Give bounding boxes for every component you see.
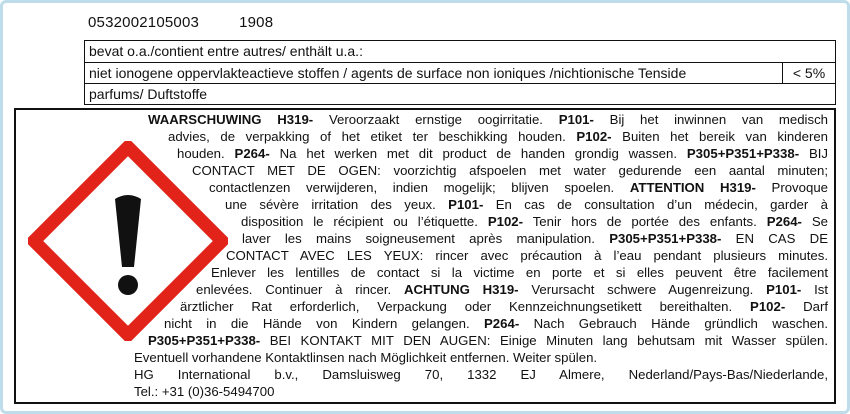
warning-line: contactlenzen verwijderen, indien mogelijk; blijven spoelen. ATTENTION H319- Provoque xyxy=(209,180,828,195)
warning-line: une sévère irritation des yeux. P101- En cas de consultation d’un médecin, garder à xyxy=(225,197,828,212)
warning-line: P305+P351+P338- BEI KONTAKT MIT DEN AUGEN: Einige Minuten lang behutsam mit Wasser spülen. xyxy=(148,333,828,348)
warning-line: ärztlicher Rat erforderlich, Verpackung oder Kennzeichnungsetikett bereithalten. P102- Darf xyxy=(180,299,828,314)
article-code: 0532002105003 xyxy=(88,14,200,31)
warning-line: enlevées. Continuer à rincer. ACHTUNG H319- Verursacht schwere Augenreizung. P101- Ist xyxy=(196,282,828,297)
manufacturer-phone: Tel.: +31 (0)36-5494700 xyxy=(134,384,275,399)
ingredients-heading: bevat o.a./contient entre autres/ enthält u.a.: xyxy=(89,43,363,59)
warning-line: Eventuell vorhandene Kontaktlinsen nach Möglichkeit entfernen. Weiter spülen. xyxy=(134,350,598,365)
warning-line: laver les mains soigneusement après manipulation. P305+P351+P338- EN CAS DE xyxy=(242,231,828,246)
warning-line: disposition le récipient ou l’étiquette. P102- Tenir hors de portée des enfants. P264- Se xyxy=(241,214,828,229)
surfactants-text: niet ionogene oppervlakteactieve stoffen / agents de surface non ioniques /nichtionische Tenside xyxy=(89,65,687,81)
ingredients-perfume: parfums/ Duftstoffe xyxy=(85,83,835,104)
warning-line: CONTACT MET DE OGEN: voorzichtig afspoelen met water gedurende een aantal minuten; xyxy=(192,163,828,178)
warning-line: Enlever les lentilles de contact si la victime en porte et si elles peuvent être facilement xyxy=(211,265,828,280)
ingredients-surfactants-row xyxy=(85,62,835,83)
warning-line: advies, de verpakking of het etiket ter beschikking houden. P102- Buiten het bereik van kinderen xyxy=(168,129,828,144)
batch-code: 1908 xyxy=(239,14,274,31)
product-codes xyxy=(88,14,273,31)
warning-line: CONTACT AVEC LES YEUX: rincer avec précaution à l’eau pendant plusieurs minutes. xyxy=(226,248,828,263)
surfactants-amount: < 5% xyxy=(782,63,835,83)
warning-line: nicht in die Hände von Kindern gelangen. P264- Nach Gebrauch Hände gründlich waschen. xyxy=(164,316,828,331)
warning-line: houden. P264- Na het werken met dit product de handen grondig wassen. P305+P351+P338- BIJ xyxy=(177,146,828,161)
ingredients-table xyxy=(84,40,836,105)
manufacturer-address: HG International b.v., Damsluisweg 70, 1332 EJ Almere, Nederland/Pays-Bas/Niederlande, xyxy=(134,367,828,382)
warning-line: WAARSCHUWING H319- Veroorzaakt ernstige oogirritatie. P101- Bij het inwinnen van medisch xyxy=(148,112,828,127)
